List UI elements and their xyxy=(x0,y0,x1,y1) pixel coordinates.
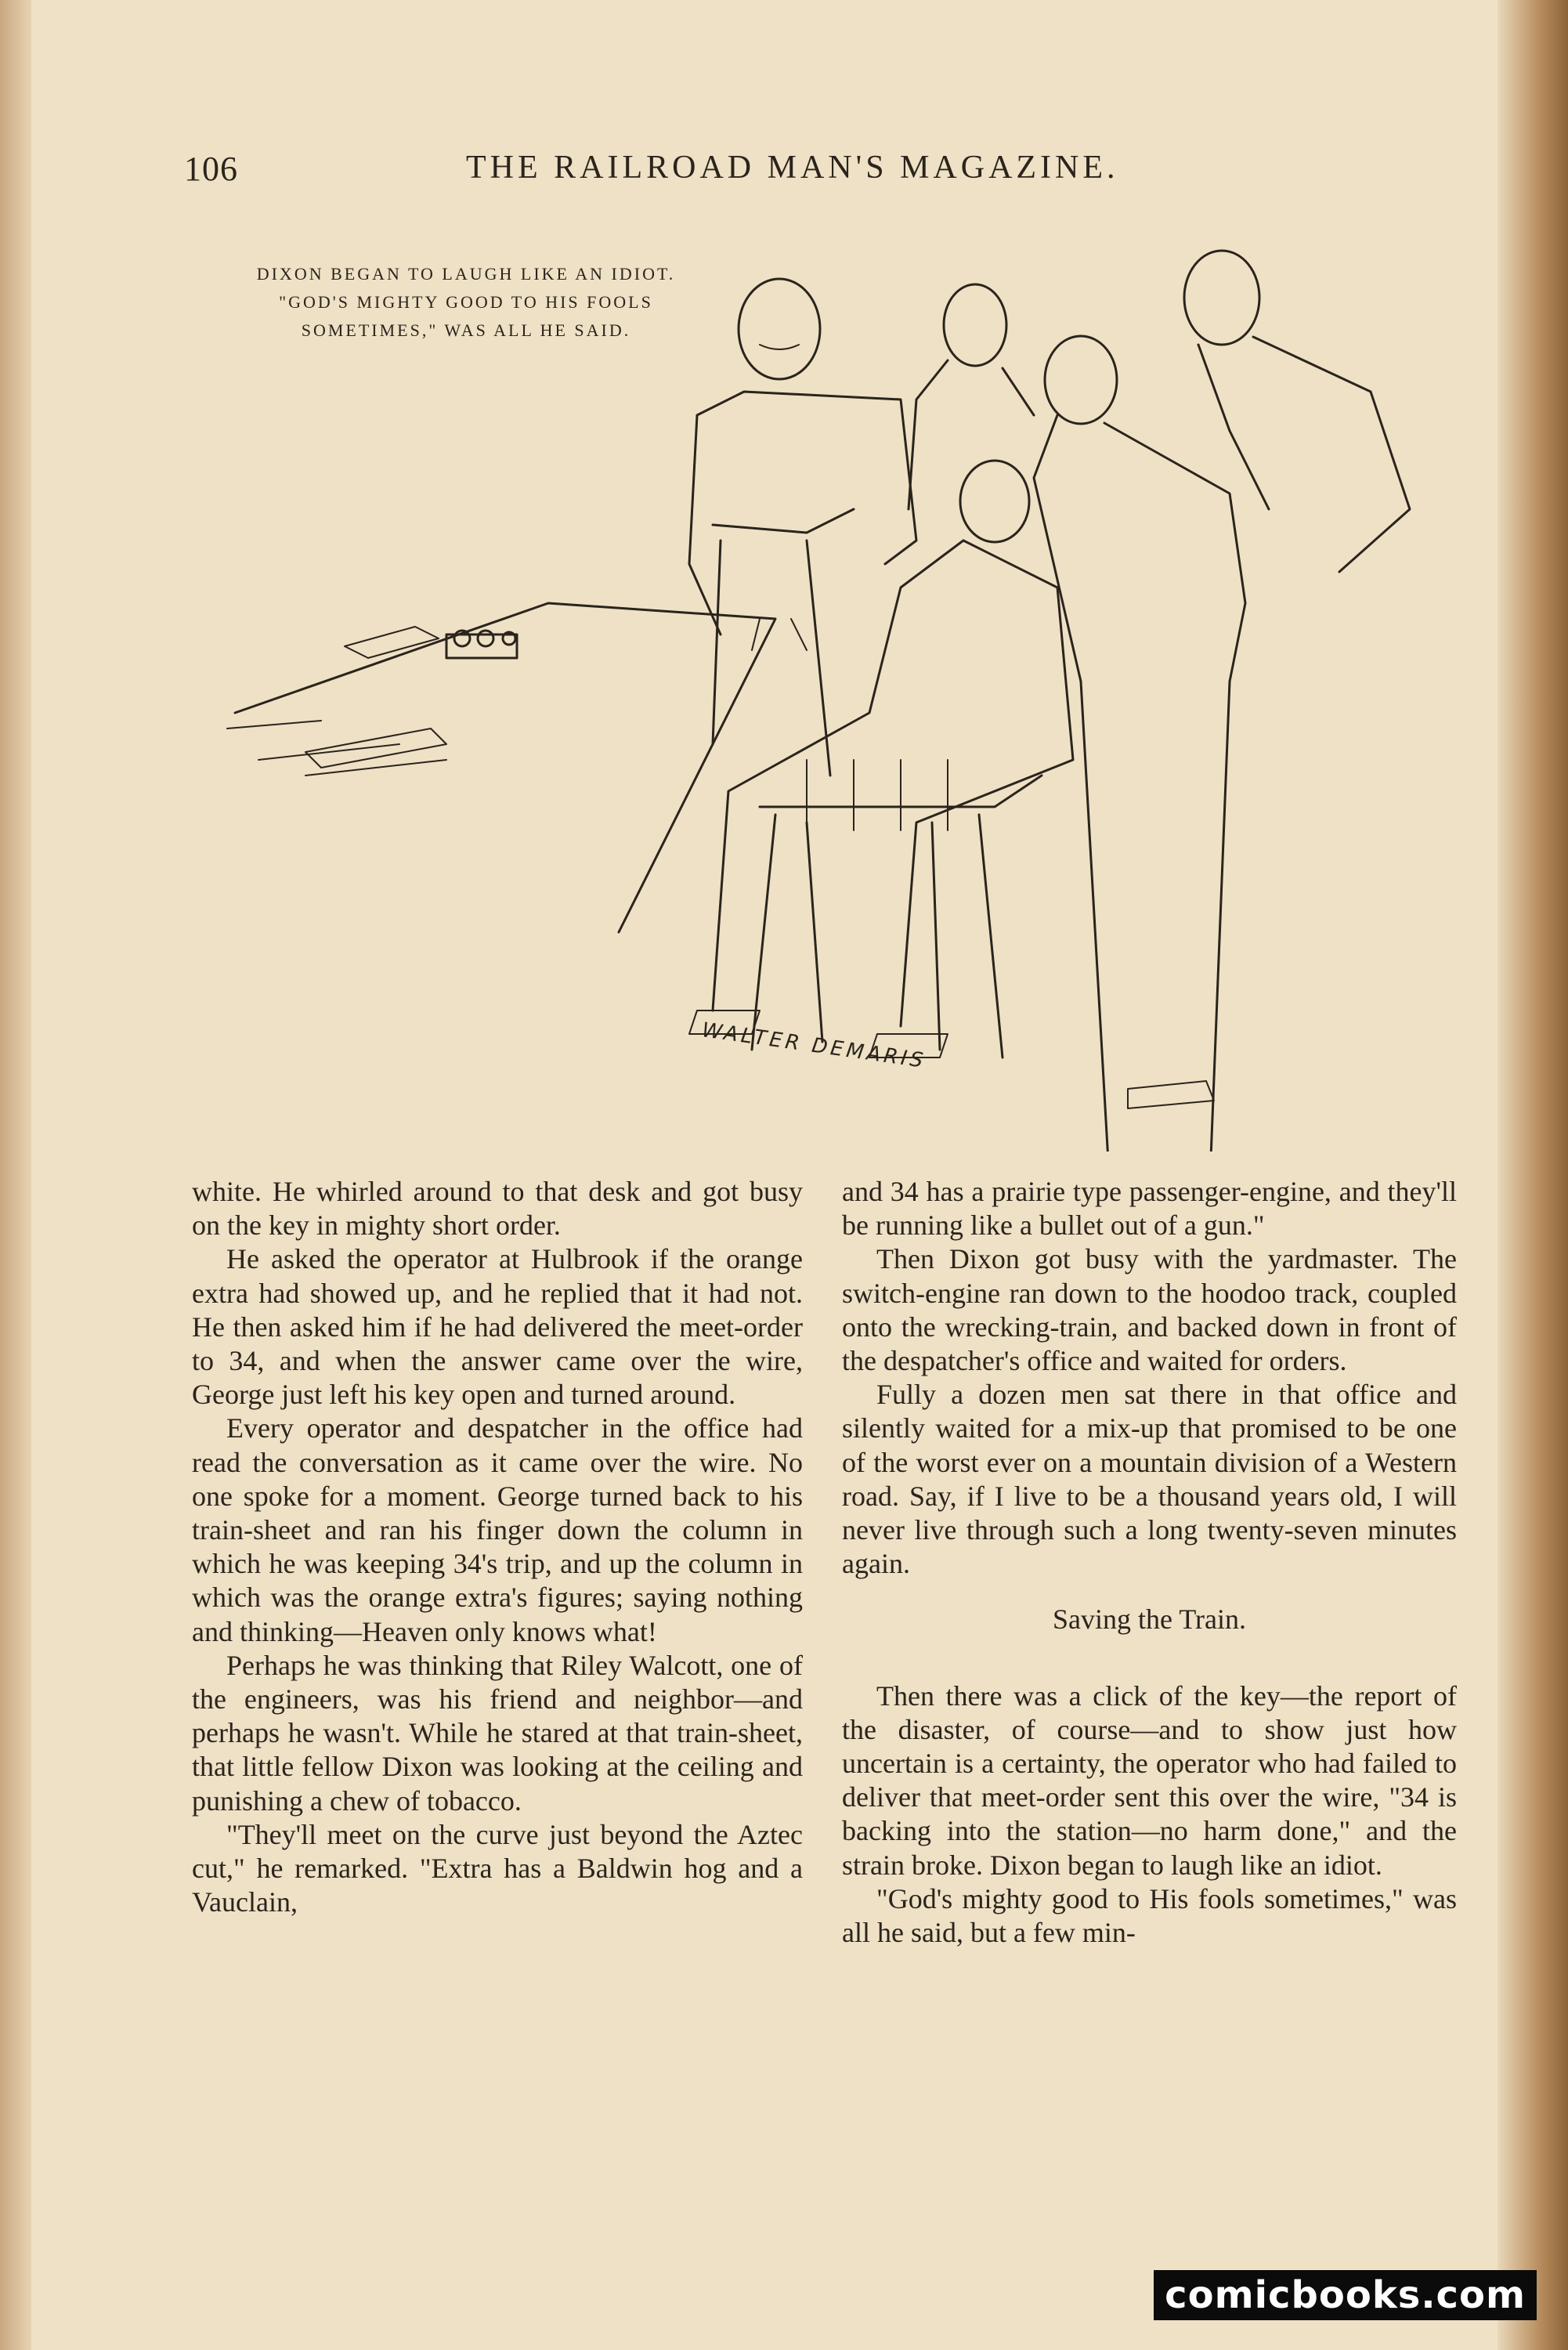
page-edge-right xyxy=(1498,0,1568,2350)
page-edge-left xyxy=(0,0,31,2350)
paragraph: and 34 has a prairie type passenger-engine, and they'll be running like a bullet out of a gun." xyxy=(842,1176,1457,1242)
left-column xyxy=(192,1175,803,1919)
page-number: 106 xyxy=(184,150,238,188)
paragraph: Then Dixon got busy with the yardmaster. The switch-engine ran down to the hoodoo track, coupled onto the wrecking-train, and backed down in front of the despatcher's office and waited for orders. xyxy=(842,1243,1457,1377)
paragraph: "God's mighty good to His fools sometimes," was all he said, but a few min- xyxy=(842,1882,1457,1949)
paragraph: "They'll meet on the curve just beyond the Aztec cut," he remarked. "Extra has a Baldwin hog and a Vauclain, xyxy=(192,1818,803,1918)
artist-signature: WALTER DEMARIS xyxy=(700,1018,928,1073)
paragraph: Fully a dozen men sat there in that office and silently waited for a mix-up that promised to be one of the worst ever on a mountain division of a Western road. Say, if I live to be a thousand years old, I will never live through such a long twenty-seven minutes again. xyxy=(842,1379,1457,1580)
paragraph: white. He whirled around to that desk and got busy on the key in mighty short order. xyxy=(192,1176,803,1242)
section-heading: Saving the Train. xyxy=(1052,1603,1247,1636)
paragraph: Every operator and despatcher in the office had read the conversation as it came over the wire. No one spoke for a moment. George turned back to his train-sheet and ran his finger down the column in which he was keeping 34's trip, and up the column in which was the orange extra's figures; saying nothing and thinking—Heaven only knows what! xyxy=(192,1412,803,1647)
illustration-caption: DIXON BEGAN TO LAUGH LIKE AN IDIOT. "GOD'S MIGHTY GOOD TO HIS FOOLS SOMETIMES," WAS ALL HE SAID. xyxy=(256,264,676,340)
illustration xyxy=(211,212,1480,1152)
paragraph: Perhaps he was thinking that Riley Walcott, one of the engineers, was his friend and neighbor—and perhaps he wasn't. While he stared at that train-sheet, that little fellow Dixon was looking at the ceiling and punishing a chew of tobacco. xyxy=(192,1649,803,1817)
running-title: THE RAILROAD MAN'S MAGAZINE. xyxy=(466,150,1119,186)
running-header xyxy=(184,149,1469,204)
right-column xyxy=(842,1175,1457,1950)
paragraph: Then there was a click of the key—the report of the disaster, of course—and to show just how uncertain is a certainty, the operator who had failed to deliver that meet-order sent this over the wire, "34 is backing into the station—no harm done," and the strain broke. Dixon began to laugh like an idiot. xyxy=(842,1679,1457,1881)
watermark-logo: comicbooks.com xyxy=(1154,2270,1537,2320)
paragraph: He asked the operator at Hulbrook if the orange extra had showed up, and he replied that it had not. He then asked him if he had delivered the meet-order to 34, and when the answer came over the wire, George just left his key open and turned around. xyxy=(192,1243,803,1411)
